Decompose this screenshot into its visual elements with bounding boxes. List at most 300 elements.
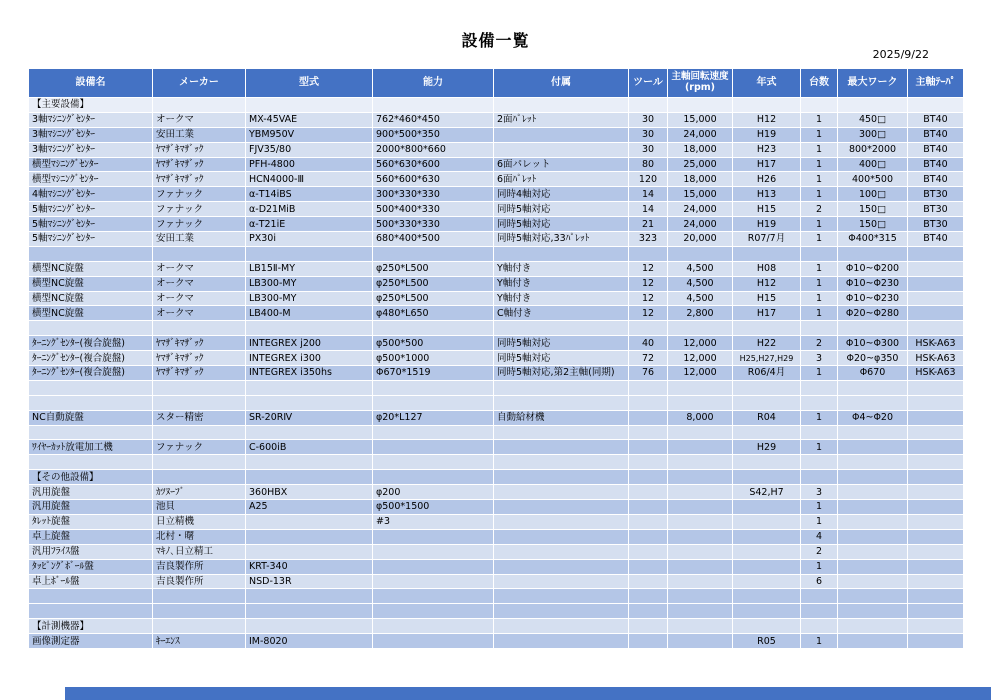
cell[interactable] bbox=[908, 395, 964, 410]
cell[interactable] bbox=[908, 321, 964, 336]
cell[interactable]: Y軸付き bbox=[494, 261, 629, 276]
cell[interactable] bbox=[838, 559, 908, 574]
cell[interactable]: PX30i bbox=[246, 232, 373, 247]
cell[interactable]: H26 bbox=[733, 172, 801, 187]
cell[interactable]: 卓上ﾎﾞｰﾙ盤 bbox=[29, 574, 153, 589]
cell[interactable]: H08 bbox=[733, 261, 801, 276]
cell[interactable]: Φ10~Φ230 bbox=[838, 291, 908, 306]
cell[interactable] bbox=[494, 514, 629, 529]
cell[interactable]: 76 bbox=[629, 366, 668, 381]
cell[interactable]: オークマ bbox=[153, 112, 246, 127]
cell[interactable]: HSK-A63 bbox=[908, 366, 964, 381]
cell[interactable]: BT40 bbox=[908, 232, 964, 247]
cell[interactable]: ﾔﾏｻﾞｷﾏｻﾞｯｸ bbox=[153, 157, 246, 172]
cell[interactable] bbox=[153, 321, 246, 336]
column-header[interactable] bbox=[629, 69, 668, 98]
column-header[interactable] bbox=[668, 69, 733, 98]
cell[interactable]: INTEGREX j200 bbox=[246, 336, 373, 351]
cell[interactable]: YBM950V bbox=[246, 127, 373, 142]
cell[interactable]: 横型NC旋盤 bbox=[29, 276, 153, 291]
cell[interactable]: H13 bbox=[733, 187, 801, 202]
cell[interactable]: S42,H7 bbox=[733, 485, 801, 500]
cell[interactable]: BT40 bbox=[908, 112, 964, 127]
cell[interactable]: 横型ﾏｼﾆﾝｸﾞｾﾝﾀｰ bbox=[29, 157, 153, 172]
cell[interactable]: 30 bbox=[629, 127, 668, 142]
cell[interactable]: 1 bbox=[801, 232, 838, 247]
cell[interactable] bbox=[629, 589, 668, 604]
cell[interactable] bbox=[908, 291, 964, 306]
cell[interactable]: 1 bbox=[801, 142, 838, 157]
cell[interactable] bbox=[153, 425, 246, 440]
cell[interactable] bbox=[153, 455, 246, 470]
cell[interactable] bbox=[494, 485, 629, 500]
cell[interactable] bbox=[373, 425, 494, 440]
cell[interactable] bbox=[908, 425, 964, 440]
cell[interactable]: 1 bbox=[801, 217, 838, 232]
cell[interactable]: 40 bbox=[629, 336, 668, 351]
cell[interactable]: 1 bbox=[801, 187, 838, 202]
cell[interactable] bbox=[838, 246, 908, 261]
cell[interactable]: 汎用旋盤 bbox=[29, 500, 153, 515]
cell[interactable] bbox=[629, 410, 668, 425]
cell[interactable]: φ480*L650 bbox=[373, 306, 494, 321]
cell[interactable] bbox=[153, 470, 246, 485]
cell[interactable] bbox=[494, 589, 629, 604]
cell[interactable] bbox=[629, 98, 668, 113]
cell[interactable] bbox=[838, 574, 908, 589]
cell[interactable] bbox=[629, 574, 668, 589]
cell[interactable]: 同時5軸対応 bbox=[494, 202, 629, 217]
cell[interactable]: 4,500 bbox=[668, 291, 733, 306]
cell[interactable]: Φ4~Φ20 bbox=[838, 410, 908, 425]
cell[interactable]: 500*330*330 bbox=[373, 217, 494, 232]
cell[interactable]: ﾜｲﾔｰｶｯﾄ放電加工機 bbox=[29, 440, 153, 455]
cell[interactable] bbox=[494, 127, 629, 142]
cell[interactable]: 560*600*630 bbox=[373, 172, 494, 187]
cell[interactable] bbox=[494, 544, 629, 559]
cell[interactable]: 4軸ﾏｼﾆﾝｸﾞｾﾝﾀｰ bbox=[29, 187, 153, 202]
cell[interactable]: ﾔﾏｻﾞｷﾏｻﾞｯｸ bbox=[153, 172, 246, 187]
cell[interactable]: 1 bbox=[801, 306, 838, 321]
cell[interactable] bbox=[373, 98, 494, 113]
cell[interactable]: スター精密 bbox=[153, 410, 246, 425]
cell[interactable] bbox=[733, 246, 801, 261]
cell[interactable]: 1 bbox=[801, 366, 838, 381]
cell[interactable]: BT40 bbox=[908, 172, 964, 187]
cell[interactable]: オークマ bbox=[153, 276, 246, 291]
cell[interactable]: H12 bbox=[733, 112, 801, 127]
cell[interactable] bbox=[801, 604, 838, 619]
cell[interactable] bbox=[494, 559, 629, 574]
cell[interactable]: φ250*L500 bbox=[373, 261, 494, 276]
cell[interactable]: 25,000 bbox=[668, 157, 733, 172]
cell[interactable] bbox=[838, 395, 908, 410]
cell[interactable]: 12,000 bbox=[668, 336, 733, 351]
column-header[interactable] bbox=[153, 69, 246, 98]
cell[interactable]: NSD-13R bbox=[246, 574, 373, 589]
cell[interactable]: INTEGREX i300 bbox=[246, 351, 373, 366]
cell[interactable]: 400□ bbox=[838, 157, 908, 172]
cell[interactable] bbox=[629, 485, 668, 500]
cell[interactable] bbox=[629, 395, 668, 410]
cell[interactable] bbox=[246, 529, 373, 544]
cell[interactable]: 同時5軸対応,33ﾊﾟﾚｯﾄ bbox=[494, 232, 629, 247]
cell[interactable] bbox=[29, 425, 153, 440]
cell[interactable] bbox=[373, 604, 494, 619]
cell[interactable] bbox=[733, 425, 801, 440]
cell[interactable]: 1 bbox=[801, 514, 838, 529]
cell[interactable]: #3 bbox=[373, 514, 494, 529]
cell[interactable]: Y軸付き bbox=[494, 276, 629, 291]
cell[interactable] bbox=[494, 455, 629, 470]
cell[interactable] bbox=[838, 500, 908, 515]
cell[interactable] bbox=[629, 246, 668, 261]
cell[interactable]: 2 bbox=[801, 336, 838, 351]
cell[interactable]: 15,000 bbox=[668, 112, 733, 127]
cell[interactable] bbox=[668, 589, 733, 604]
cell[interactable] bbox=[668, 544, 733, 559]
cell[interactable] bbox=[153, 589, 246, 604]
cell[interactable]: ファナック bbox=[153, 217, 246, 232]
cell[interactable]: 1 bbox=[801, 410, 838, 425]
cell[interactable] bbox=[373, 574, 494, 589]
cell[interactable]: 12 bbox=[629, 276, 668, 291]
cell[interactable] bbox=[733, 321, 801, 336]
cell[interactable]: BT30 bbox=[908, 187, 964, 202]
cell[interactable]: 4,500 bbox=[668, 261, 733, 276]
cell[interactable]: 18,000 bbox=[668, 172, 733, 187]
cell[interactable] bbox=[668, 470, 733, 485]
cell[interactable]: Φ670*1519 bbox=[373, 366, 494, 381]
cell[interactable] bbox=[668, 321, 733, 336]
cell[interactable] bbox=[801, 589, 838, 604]
cell[interactable]: 800*2000 bbox=[838, 142, 908, 157]
cell[interactable]: ファナック bbox=[153, 440, 246, 455]
cell[interactable]: 1 bbox=[801, 112, 838, 127]
cell[interactable] bbox=[908, 261, 964, 276]
cell[interactable] bbox=[668, 559, 733, 574]
cell[interactable] bbox=[246, 619, 373, 634]
cell[interactable] bbox=[838, 425, 908, 440]
cell[interactable] bbox=[373, 470, 494, 485]
column-header[interactable] bbox=[29, 69, 153, 98]
column-header[interactable] bbox=[838, 69, 908, 98]
cell[interactable]: 80 bbox=[629, 157, 668, 172]
cell[interactable]: 15,000 bbox=[668, 187, 733, 202]
cell[interactable] bbox=[246, 604, 373, 619]
cell[interactable]: ﾔﾏｻﾞｷﾏｻﾞｯｸ bbox=[153, 142, 246, 157]
cell[interactable] bbox=[733, 470, 801, 485]
cell[interactable]: H12 bbox=[733, 276, 801, 291]
cell[interactable]: φ500*1500 bbox=[373, 500, 494, 515]
cell[interactable] bbox=[733, 529, 801, 544]
cell[interactable]: 1 bbox=[801, 500, 838, 515]
cell[interactable] bbox=[246, 514, 373, 529]
cell[interactable] bbox=[838, 455, 908, 470]
cell[interactable] bbox=[29, 589, 153, 604]
cell[interactable]: BT30 bbox=[908, 202, 964, 217]
cell[interactable]: BT40 bbox=[908, 142, 964, 157]
cell[interactable]: 18,000 bbox=[668, 142, 733, 157]
cell[interactable] bbox=[373, 395, 494, 410]
cell[interactable] bbox=[373, 619, 494, 634]
cell[interactable]: 北村・曙 bbox=[153, 529, 246, 544]
cell[interactable]: R06/4月 bbox=[733, 366, 801, 381]
cell[interactable] bbox=[373, 529, 494, 544]
cell[interactable]: 14 bbox=[629, 187, 668, 202]
cell[interactable]: H19 bbox=[733, 127, 801, 142]
cell[interactable]: 2,800 bbox=[668, 306, 733, 321]
cell[interactable] bbox=[494, 440, 629, 455]
cell[interactable] bbox=[733, 619, 801, 634]
cell[interactable] bbox=[801, 619, 838, 634]
cell[interactable]: φ500*500 bbox=[373, 336, 494, 351]
cell[interactable]: 12 bbox=[629, 306, 668, 321]
cell[interactable]: 323 bbox=[629, 232, 668, 247]
cell[interactable] bbox=[494, 470, 629, 485]
cell[interactable] bbox=[908, 500, 964, 515]
cell[interactable]: 1 bbox=[801, 291, 838, 306]
cell[interactable]: Φ10~Φ300 bbox=[838, 336, 908, 351]
cell[interactable]: H17 bbox=[733, 306, 801, 321]
cell[interactable]: 1 bbox=[801, 157, 838, 172]
cell[interactable] bbox=[246, 470, 373, 485]
cell[interactable]: オークマ bbox=[153, 291, 246, 306]
cell[interactable]: 120 bbox=[629, 172, 668, 187]
cell[interactable]: 12 bbox=[629, 261, 668, 276]
cell[interactable] bbox=[908, 529, 964, 544]
cell[interactable]: 300□ bbox=[838, 127, 908, 142]
cell[interactable] bbox=[801, 470, 838, 485]
cell[interactable] bbox=[153, 246, 246, 261]
cell[interactable] bbox=[733, 544, 801, 559]
cell[interactable]: HSK-A63 bbox=[908, 351, 964, 366]
cell[interactable] bbox=[29, 321, 153, 336]
cell[interactable]: 300*330*330 bbox=[373, 187, 494, 202]
cell[interactable]: 安田工業 bbox=[153, 127, 246, 142]
cell[interactable] bbox=[246, 544, 373, 559]
cell[interactable] bbox=[733, 589, 801, 604]
cell[interactable] bbox=[494, 246, 629, 261]
cell[interactable] bbox=[629, 500, 668, 515]
cell[interactable]: 4,500 bbox=[668, 276, 733, 291]
cell[interactable] bbox=[838, 485, 908, 500]
cell[interactable]: 2面ﾊﾟﾚｯﾄ bbox=[494, 112, 629, 127]
cell[interactable]: 5軸ﾏｼﾆﾝｸﾞｾﾝﾀｰ bbox=[29, 232, 153, 247]
cell[interactable] bbox=[908, 634, 964, 649]
cell[interactable]: H25,H27,H29 bbox=[733, 351, 801, 366]
cell[interactable] bbox=[801, 246, 838, 261]
cell[interactable]: 762*460*450 bbox=[373, 112, 494, 127]
cell[interactable] bbox=[838, 470, 908, 485]
cell[interactable]: R04 bbox=[733, 410, 801, 425]
cell[interactable]: 400*500 bbox=[838, 172, 908, 187]
column-header[interactable] bbox=[494, 69, 629, 98]
cell[interactable] bbox=[668, 455, 733, 470]
cell[interactable] bbox=[668, 634, 733, 649]
cell[interactable]: INTEGREX i350hs bbox=[246, 366, 373, 381]
cell[interactable] bbox=[494, 604, 629, 619]
cell[interactable]: BT30 bbox=[908, 217, 964, 232]
cell[interactable] bbox=[153, 98, 246, 113]
cell[interactable] bbox=[801, 98, 838, 113]
cell[interactable] bbox=[908, 589, 964, 604]
cell[interactable] bbox=[733, 559, 801, 574]
cell[interactable]: 日立精機 bbox=[153, 514, 246, 529]
cell[interactable]: Φ20~Φ280 bbox=[838, 306, 908, 321]
cell[interactable]: ﾀｰﾆﾝｸﾞｾﾝﾀｰ(複合旋盤) bbox=[29, 366, 153, 381]
cell[interactable] bbox=[29, 395, 153, 410]
cell[interactable]: MX-45VAE bbox=[246, 112, 373, 127]
cell[interactable] bbox=[838, 321, 908, 336]
cell[interactable]: φ250*L500 bbox=[373, 276, 494, 291]
cell[interactable] bbox=[29, 604, 153, 619]
cell[interactable]: 4 bbox=[801, 529, 838, 544]
cell[interactable] bbox=[668, 529, 733, 544]
cell[interactable] bbox=[668, 98, 733, 113]
cell[interactable] bbox=[733, 574, 801, 589]
cell[interactable]: 画像測定器 bbox=[29, 634, 153, 649]
cell[interactable] bbox=[494, 380, 629, 395]
cell[interactable] bbox=[908, 604, 964, 619]
cell[interactable] bbox=[838, 589, 908, 604]
cell[interactable]: 2 bbox=[801, 544, 838, 559]
cell[interactable] bbox=[801, 395, 838, 410]
cell[interactable] bbox=[733, 98, 801, 113]
cell[interactable] bbox=[733, 395, 801, 410]
cell[interactable]: 12,000 bbox=[668, 366, 733, 381]
cell[interactable]: ﾀｰﾆﾝｸﾞｾﾝﾀｰ(複合旋盤) bbox=[29, 336, 153, 351]
cell[interactable] bbox=[373, 589, 494, 604]
cell[interactable] bbox=[29, 455, 153, 470]
cell[interactable]: LB300-MY bbox=[246, 291, 373, 306]
cell[interactable]: α-T14iBS bbox=[246, 187, 373, 202]
cell[interactable]: 1 bbox=[801, 261, 838, 276]
cell[interactable]: 20,000 bbox=[668, 232, 733, 247]
cell[interactable]: 14 bbox=[629, 202, 668, 217]
cell[interactable]: 30 bbox=[629, 112, 668, 127]
cell[interactable]: 1 bbox=[801, 127, 838, 142]
cell[interactable] bbox=[494, 619, 629, 634]
cell[interactable] bbox=[838, 514, 908, 529]
cell[interactable] bbox=[246, 589, 373, 604]
cell[interactable] bbox=[494, 574, 629, 589]
cell[interactable] bbox=[908, 440, 964, 455]
cell[interactable]: H15 bbox=[733, 291, 801, 306]
cell[interactable] bbox=[908, 246, 964, 261]
cell[interactable]: C-600iB bbox=[246, 440, 373, 455]
cell[interactable]: 500*400*330 bbox=[373, 202, 494, 217]
cell[interactable]: φ200 bbox=[373, 485, 494, 500]
cell[interactable] bbox=[668, 246, 733, 261]
cell[interactable]: KRT-340 bbox=[246, 559, 373, 574]
cell[interactable] bbox=[838, 544, 908, 559]
cell[interactable]: ｷｰｴﾝｽ bbox=[153, 634, 246, 649]
cell[interactable]: 【主要設備】 bbox=[29, 98, 153, 113]
cell[interactable] bbox=[908, 574, 964, 589]
cell[interactable] bbox=[629, 455, 668, 470]
cell[interactable]: 72 bbox=[629, 351, 668, 366]
cell[interactable]: LB400-M bbox=[246, 306, 373, 321]
cell[interactable]: 450□ bbox=[838, 112, 908, 127]
cell[interactable] bbox=[629, 470, 668, 485]
cell[interactable] bbox=[494, 529, 629, 544]
cell[interactable]: 12 bbox=[629, 291, 668, 306]
cell[interactable] bbox=[733, 455, 801, 470]
cell[interactable]: 360HBX bbox=[246, 485, 373, 500]
cell[interactable]: φ20*L127 bbox=[373, 410, 494, 425]
cell[interactable] bbox=[668, 514, 733, 529]
cell[interactable] bbox=[908, 380, 964, 395]
cell[interactable] bbox=[373, 559, 494, 574]
cell[interactable] bbox=[629, 321, 668, 336]
cell[interactable] bbox=[246, 380, 373, 395]
cell[interactable] bbox=[908, 455, 964, 470]
cell[interactable] bbox=[838, 529, 908, 544]
cell[interactable]: LB15Ⅱ-MY bbox=[246, 261, 373, 276]
cell[interactable] bbox=[733, 380, 801, 395]
cell[interactable] bbox=[629, 425, 668, 440]
cell[interactable]: 8,000 bbox=[668, 410, 733, 425]
cell[interactable]: 30 bbox=[629, 142, 668, 157]
cell[interactable] bbox=[908, 470, 964, 485]
cell[interactable] bbox=[838, 634, 908, 649]
cell[interactable] bbox=[801, 321, 838, 336]
cell[interactable]: Φ10~Φ230 bbox=[838, 276, 908, 291]
cell[interactable] bbox=[153, 619, 246, 634]
column-header[interactable] bbox=[373, 69, 494, 98]
cell[interactable] bbox=[668, 574, 733, 589]
cell[interactable] bbox=[629, 440, 668, 455]
cell[interactable] bbox=[668, 440, 733, 455]
cell[interactable] bbox=[908, 98, 964, 113]
cell[interactable]: 自動給材機 bbox=[494, 410, 629, 425]
cell[interactable] bbox=[373, 634, 494, 649]
column-header[interactable] bbox=[246, 69, 373, 98]
cell[interactable]: 21 bbox=[629, 217, 668, 232]
cell[interactable] bbox=[373, 380, 494, 395]
cell[interactable] bbox=[494, 634, 629, 649]
cell[interactable]: 680*400*500 bbox=[373, 232, 494, 247]
cell[interactable]: 吉良製作所 bbox=[153, 559, 246, 574]
cell[interactable] bbox=[629, 544, 668, 559]
cell[interactable]: 横型ﾏｼﾆﾝｸﾞｾﾝﾀｰ bbox=[29, 172, 153, 187]
cell[interactable]: 【その他設備】 bbox=[29, 470, 153, 485]
cell[interactable]: 100□ bbox=[838, 187, 908, 202]
cell[interactable]: 吉良製作所 bbox=[153, 574, 246, 589]
cell[interactable] bbox=[668, 425, 733, 440]
cell[interactable]: 1 bbox=[801, 440, 838, 455]
cell[interactable]: PFH-4800 bbox=[246, 157, 373, 172]
cell[interactable]: ﾔﾏｻﾞｷﾏｻﾞｯｸ bbox=[153, 351, 246, 366]
cell[interactable]: H29 bbox=[733, 440, 801, 455]
cell[interactable]: R07/7月 bbox=[733, 232, 801, 247]
cell[interactable]: 1 bbox=[801, 634, 838, 649]
cell[interactable] bbox=[246, 321, 373, 336]
cell[interactable]: α-T21iE bbox=[246, 217, 373, 232]
cell[interactable]: 24,000 bbox=[668, 127, 733, 142]
cell[interactable]: ファナック bbox=[153, 202, 246, 217]
cell[interactable]: 池貝 bbox=[153, 500, 246, 515]
cell[interactable]: NC自動旋盤 bbox=[29, 410, 153, 425]
cell[interactable] bbox=[801, 380, 838, 395]
cell[interactable]: SR-20RⅣ bbox=[246, 410, 373, 425]
cell[interactable]: 2000*800*660 bbox=[373, 142, 494, 157]
cell[interactable] bbox=[373, 455, 494, 470]
cell[interactable] bbox=[668, 604, 733, 619]
cell[interactable] bbox=[733, 604, 801, 619]
cell[interactable]: 3軸ﾏｼﾆﾝｸﾞｾﾝﾀｰ bbox=[29, 142, 153, 157]
